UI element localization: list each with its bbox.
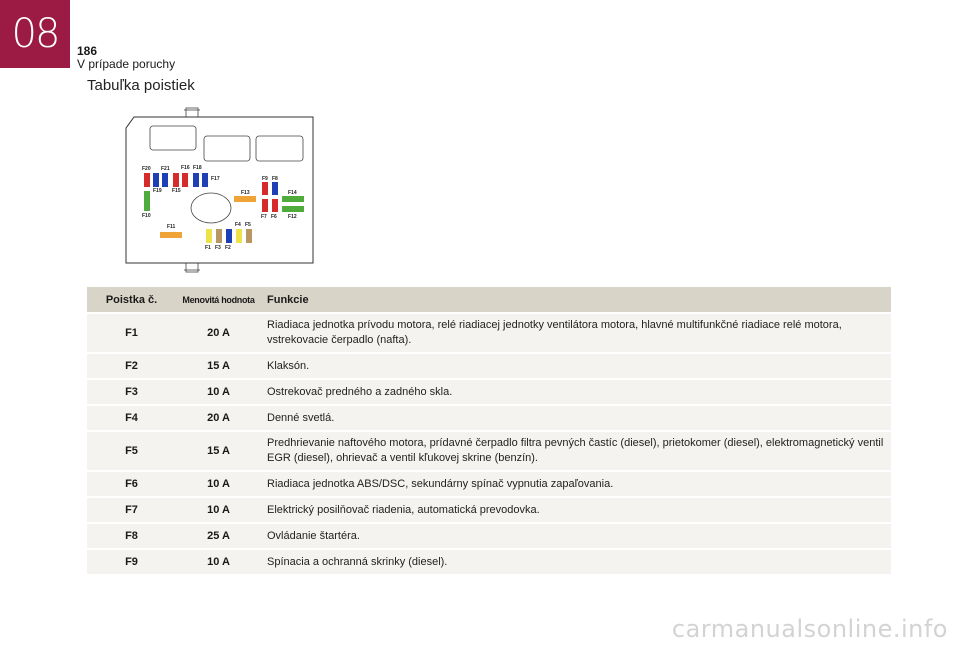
cell-fuse: F1: [87, 314, 176, 352]
label-f12: F12: [288, 214, 297, 220]
chapter-tab: 08: [0, 0, 70, 68]
bottom-tab: [186, 263, 198, 272]
header-function: Funkcie: [261, 287, 891, 312]
cell-fuse: F3: [87, 380, 176, 404]
section-title: V prípade poruchy: [77, 57, 176, 71]
relay-2: [204, 136, 250, 161]
cell-function: Elektrický posilňovač riadenia, automatická prevodovka.: [261, 498, 891, 522]
label-f9: F9: [262, 176, 268, 182]
cell-rating: 10 A: [176, 498, 261, 522]
cell-rating: 10 A: [176, 472, 261, 496]
fuse-f19: [153, 173, 159, 187]
fuse-f10: [144, 191, 150, 211]
label-f11: F11: [167, 224, 176, 230]
fuse-f18-a: [193, 173, 199, 187]
cell-rating: 10 A: [176, 380, 261, 404]
label-f1: F1: [205, 245, 211, 251]
label-f16: F16: [181, 165, 190, 171]
label-f7: F7: [261, 214, 267, 220]
label-f19: F19: [153, 188, 162, 194]
watermark-text: carmanualsonline.info: [671, 615, 948, 643]
relay-3: [256, 136, 303, 161]
cell-fuse: F8: [87, 524, 176, 548]
cell-fuse: F9: [87, 550, 176, 574]
label-f18: F18: [193, 165, 202, 171]
cell-fuse: F5: [87, 432, 176, 470]
fuse-f9: [262, 182, 268, 195]
table-header-row: [87, 287, 891, 312]
cell-rating: 10 A: [176, 550, 261, 574]
cell-rating: 15 A: [176, 432, 261, 470]
fuse-table: [87, 285, 891, 576]
fuse-f18-b: [202, 173, 208, 187]
fuse-f2: [226, 229, 232, 243]
top-tab: [186, 108, 198, 117]
fuse-f12: [282, 206, 304, 212]
fuse-f6: [272, 199, 278, 212]
fuse-f4: [236, 229, 242, 243]
page-number: 186: [77, 44, 98, 58]
fuse-f15: [173, 173, 179, 187]
cell-fuse: F7: [87, 498, 176, 522]
cell-rating: 25 A: [176, 524, 261, 548]
cell-rating: 15 A: [176, 354, 261, 378]
table-row: [87, 354, 891, 378]
table-row: [87, 380, 891, 404]
cell-function: Spínacia a ochranná skrinky (diesel).: [261, 550, 891, 574]
cell-function: Ostrekovač predného a zadného skla.: [261, 380, 891, 404]
cell-function: Denné svetlá.: [261, 406, 891, 430]
table-row: [87, 550, 891, 574]
fuse-f14: [282, 196, 304, 202]
label-f2: F2: [225, 245, 231, 251]
label-f20: F20: [142, 166, 151, 172]
table-row: [87, 314, 891, 352]
cell-fuse: F2: [87, 354, 176, 378]
label-f3: F3: [215, 245, 221, 251]
fuse-f7: [262, 199, 268, 212]
table-row: [87, 498, 891, 522]
label-f14: F14: [288, 190, 297, 196]
table-row: [87, 524, 891, 548]
fuse-f5: [246, 229, 252, 243]
cell-rating: 20 A: [176, 314, 261, 352]
cell-fuse: F4: [87, 406, 176, 430]
cell-function: Klaksón.: [261, 354, 891, 378]
fuse-f11: [160, 232, 182, 238]
cell-function: Predhrievanie naftového motora, prídavné čerpadlo filtra pevných častíc (diesel), prietokomer (diesel), elektromagnetický ventil EGR (diesel), ohrievač a ventil kľukovej skrine (benzín).: [261, 432, 891, 470]
label-f10: F10: [142, 213, 151, 219]
table-row: [87, 406, 891, 430]
label-f21: F21: [161, 166, 170, 172]
cell-fuse: F6: [87, 472, 176, 496]
round-connector: [191, 193, 231, 223]
relay-1: [150, 126, 196, 150]
cell-function: Ovládanie štartéra.: [261, 524, 891, 548]
cell-function: Riadiaca jednotka ABS/DSC, sekundárny spínač vypnutia zapaľovania.: [261, 472, 891, 496]
label-f8: F8: [272, 176, 278, 182]
fuse-box-diagram: [118, 106, 318, 274]
header-fuse-no: Poistka č.: [87, 287, 176, 312]
label-f15: F15: [172, 188, 181, 194]
table-row: [87, 472, 891, 496]
cell-rating: 20 A: [176, 406, 261, 430]
cell-function: Riadiaca jednotka prívodu motora, relé riadiacej jednotky ventilátora motora, hlavné multifunkčné riadiace relé motora, vstrekovacie čerpadlo (nafta).: [261, 314, 891, 352]
page-title: Tabuľka poistiek: [87, 77, 195, 94]
fuse-f13: [234, 196, 256, 202]
fuse-f1: [206, 229, 212, 243]
label-f17: F17: [211, 176, 220, 182]
label-f5: F5: [245, 222, 251, 228]
fuse-f16: [182, 173, 188, 187]
label-f13: F13: [241, 190, 250, 196]
fuse-f3: [216, 229, 222, 243]
table-row: [87, 432, 891, 470]
label-f6: F6: [271, 214, 277, 220]
fuse-f20: [144, 173, 150, 187]
fuse-f8: [272, 182, 278, 195]
header-rating: Menovitá hodnota: [176, 287, 261, 312]
fuse-f21: [162, 173, 168, 187]
label-f4: F4: [235, 222, 241, 228]
